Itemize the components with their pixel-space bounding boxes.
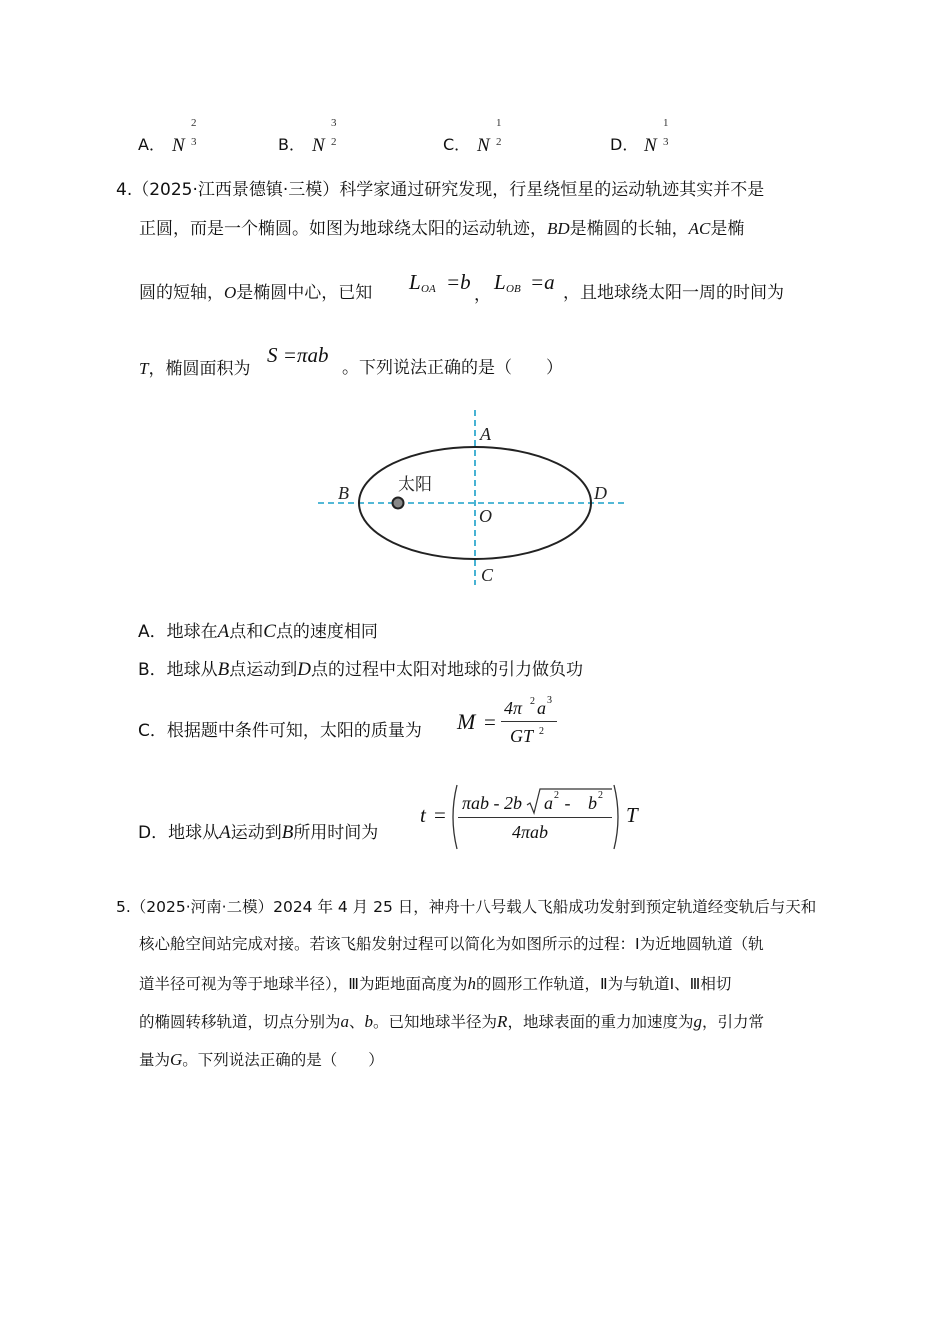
q5-line4-text-a: 的椭圆转移轨道，切点分别为 [139, 1013, 341, 1031]
q5-line5-text-a: 量为 [139, 1051, 171, 1069]
q5-line5-text-b: 。下列说法正确的是（ ） [182, 1051, 384, 1069]
q5-var-a: a [340, 1012, 350, 1031]
q3-option-c-num: 1 [496, 117, 502, 129]
q4-option-b-v1: B [217, 659, 230, 680]
q4-loa-l: L [409, 270, 421, 294]
q4-line-1 [116, 182, 764, 199]
q4-line2-text-b: 是椭圆的长轴， [569, 219, 689, 239]
label-sun: 太阳 [398, 475, 432, 495]
q4-option-a [138, 622, 378, 641]
q4-line4-text-b: 。下列说法正确的是（ ） [342, 358, 563, 378]
q4-option-d-lhs: t [420, 803, 426, 827]
q5-number: 5. [116, 898, 131, 916]
q4-number: 4. [116, 180, 133, 200]
q3-option-d-den: 3 [663, 136, 669, 148]
q5-line3-text-a: 道半径可视为等于地球半径），Ⅲ为距地面高度为 [139, 975, 468, 993]
q5-var-g: g [693, 1012, 702, 1031]
q4-option-c-fraction [501, 695, 559, 753]
label-a: A [480, 424, 491, 444]
q4-line1-text: 科学家通过研究发现，行星绕恒星的运动轨迹其实并不是 [339, 180, 765, 200]
orbit-diagram [300, 400, 640, 595]
q5-line4-text-c: ，地球表面的重力加速度为 [507, 1013, 694, 1031]
q5-var-b: b [364, 1012, 374, 1031]
q4-option-b-label: B． [138, 660, 167, 680]
q5-var-h: h [467, 974, 476, 993]
q4-option-c-bar [501, 721, 557, 722]
q5-line4-text-d: ，引力常 [701, 1013, 764, 1031]
q5-var-gconst: G [170, 1050, 183, 1069]
q3-option-c-den: 2 [496, 136, 502, 148]
q4-loa-eq: =b [446, 270, 471, 294]
sun-dot [393, 498, 404, 509]
q4-option-d-t3: 所用时间为 [293, 823, 379, 843]
q5-line-5 [139, 1051, 384, 1069]
q4-option-c-eq: = [484, 710, 496, 734]
label-o: O [479, 506, 492, 526]
q4-option-b-v2: D [297, 659, 312, 680]
q4-option-d-t2: 运动到 [230, 823, 282, 843]
q4-line-4 [139, 360, 250, 378]
q4-option-d-label: D． [138, 823, 169, 843]
q4-option-a-v1: A [217, 621, 230, 642]
q5-var-r: R [497, 1012, 508, 1031]
q3-option-d-base: N [644, 135, 657, 156]
q4-option-d-t1: 地球从 [168, 823, 220, 843]
q4-line2-text-c: 是椭 [710, 219, 745, 239]
q3-option-d-num: 1 [663, 117, 669, 129]
q4-option-c-num-sup1: 2 [530, 696, 535, 707]
label-d: D [594, 483, 607, 503]
q5-line-4 [139, 1013, 764, 1031]
q4-option-d-eq: = [434, 803, 446, 827]
q4-line3-comma: ， [474, 285, 491, 305]
q4-option-a-label: A． [138, 622, 167, 642]
q5-line1-text: （2025·河南·二模）2024 年 4 月 25 日，神舟十八号载人飞船成功发射到预定轨道经变轨后与天和 [130, 898, 817, 916]
q4-var-bd: BD [547, 219, 570, 238]
q4-line3-text-a: 圆的短轴， [139, 283, 224, 303]
q4-option-d-rad-sup1: 2 [554, 790, 559, 801]
q5-line-3 [139, 975, 731, 993]
q3-option-a-label: A． [138, 135, 165, 154]
q4-option-c-label: C． [138, 721, 167, 741]
q5-line4-text-b: 。已知地球半径为 [373, 1013, 498, 1031]
q4-var-o: O [224, 283, 237, 302]
q3-option-b-num: 3 [331, 117, 337, 129]
q4-lob-l: L [494, 270, 506, 294]
q4-lob-sub: OB [506, 283, 521, 295]
q4-option-c-den-sup: 2 [539, 726, 544, 737]
q3-option-a-num: 2 [191, 117, 197, 129]
q4-option-c [138, 723, 422, 740]
q4-option-d-fraction [458, 785, 614, 845]
q4-var-t: T [139, 359, 149, 378]
q4-option-d-den: 4πab [512, 822, 549, 842]
q4-option-d-num-a: πab - 2b [462, 793, 523, 813]
q5-line-1 [116, 900, 816, 916]
q4-line3-text-c: ，且地球绕太阳一周的时间为 [563, 283, 784, 303]
q4-option-b-t3: 点的过程中太阳对地球的引力做负功 [311, 660, 584, 680]
q5-line3-text-b: 的圆形工作轨道，Ⅱ为与轨道Ⅰ、Ⅲ相切 [475, 975, 732, 993]
q3-option-b-base: N [312, 135, 325, 156]
q4-option-d [138, 823, 378, 842]
q3-option-a-den: 3 [191, 136, 197, 148]
q4-line4-text-a: ，椭圆面积为 [148, 359, 251, 379]
q3-option-c-label: C． [443, 135, 471, 154]
q4-option-c-num-a: a [537, 698, 546, 718]
q4-source: （2025·江西景德镇·三模） [132, 180, 340, 200]
q4-line3-text-b: 是椭圆中心，已知 [236, 283, 373, 303]
q3-option-a-base: N [172, 135, 185, 156]
q4-line2-text-a: 正圆，而是一个椭圆。如图为地球绕太阳的运动轨迹， [139, 219, 547, 239]
q4-option-c-num-base: 4π [504, 698, 523, 718]
q4-option-d-v2: B [281, 822, 294, 843]
q4-option-d-rad-a: a [544, 793, 553, 813]
q4-option-c-t1: 根据题中条件可知，太阳的质量为 [166, 721, 422, 741]
label-c: C [481, 565, 494, 585]
q4-option-a-v2: C [263, 621, 276, 642]
label-b: B [338, 483, 349, 503]
q4-line-2 [139, 220, 744, 238]
q3-option-c-base: N [477, 135, 490, 156]
q4-option-b [138, 660, 583, 679]
q4-area-formula: S =πab [267, 343, 329, 367]
q4-option-c-den: GT [510, 726, 534, 746]
q5-line4-sep: 、 [349, 1013, 365, 1031]
q4-option-b-t1: 地球从 [166, 660, 218, 680]
q4-var-ac: AC [688, 219, 711, 238]
q4-option-c-lhs: M [457, 709, 476, 734]
q3-option-b-den: 2 [331, 136, 337, 148]
q4-line-3 [139, 284, 372, 302]
q4-option-d-rad-sup2: 2 [598, 790, 603, 801]
q4-option-d-bar [458, 817, 612, 818]
q4-option-a-t2: 点和 [229, 622, 264, 642]
q3-option-d-label: D． [610, 135, 639, 154]
q4-option-d-tail: T [626, 803, 638, 827]
q5-line-2 [139, 937, 764, 953]
q4-loa-sub: OA [421, 283, 436, 295]
q4-option-d-v1: A [219, 822, 231, 843]
q3-option-b-label: B． [278, 135, 305, 154]
q4-option-b-t2: 点运动到 [229, 660, 298, 680]
q4-option-c-num-sup2: 3 [547, 695, 552, 706]
q4-option-d-rad-minus: - [560, 793, 575, 813]
q5-line2-text: 核心舱空间站完成对接。若该飞船发射过程可以简化为如图所示的过程：Ⅰ为近地圆轨道（轨 [139, 935, 764, 953]
q4-option-d-rad-b: b [588, 793, 597, 813]
q4-lob-eq: =a [530, 270, 555, 294]
q4-option-a-t3: 点的速度相同 [275, 622, 378, 642]
q4-option-a-t1: 地球在 [166, 622, 218, 642]
q3-options [0, 110, 950, 160]
